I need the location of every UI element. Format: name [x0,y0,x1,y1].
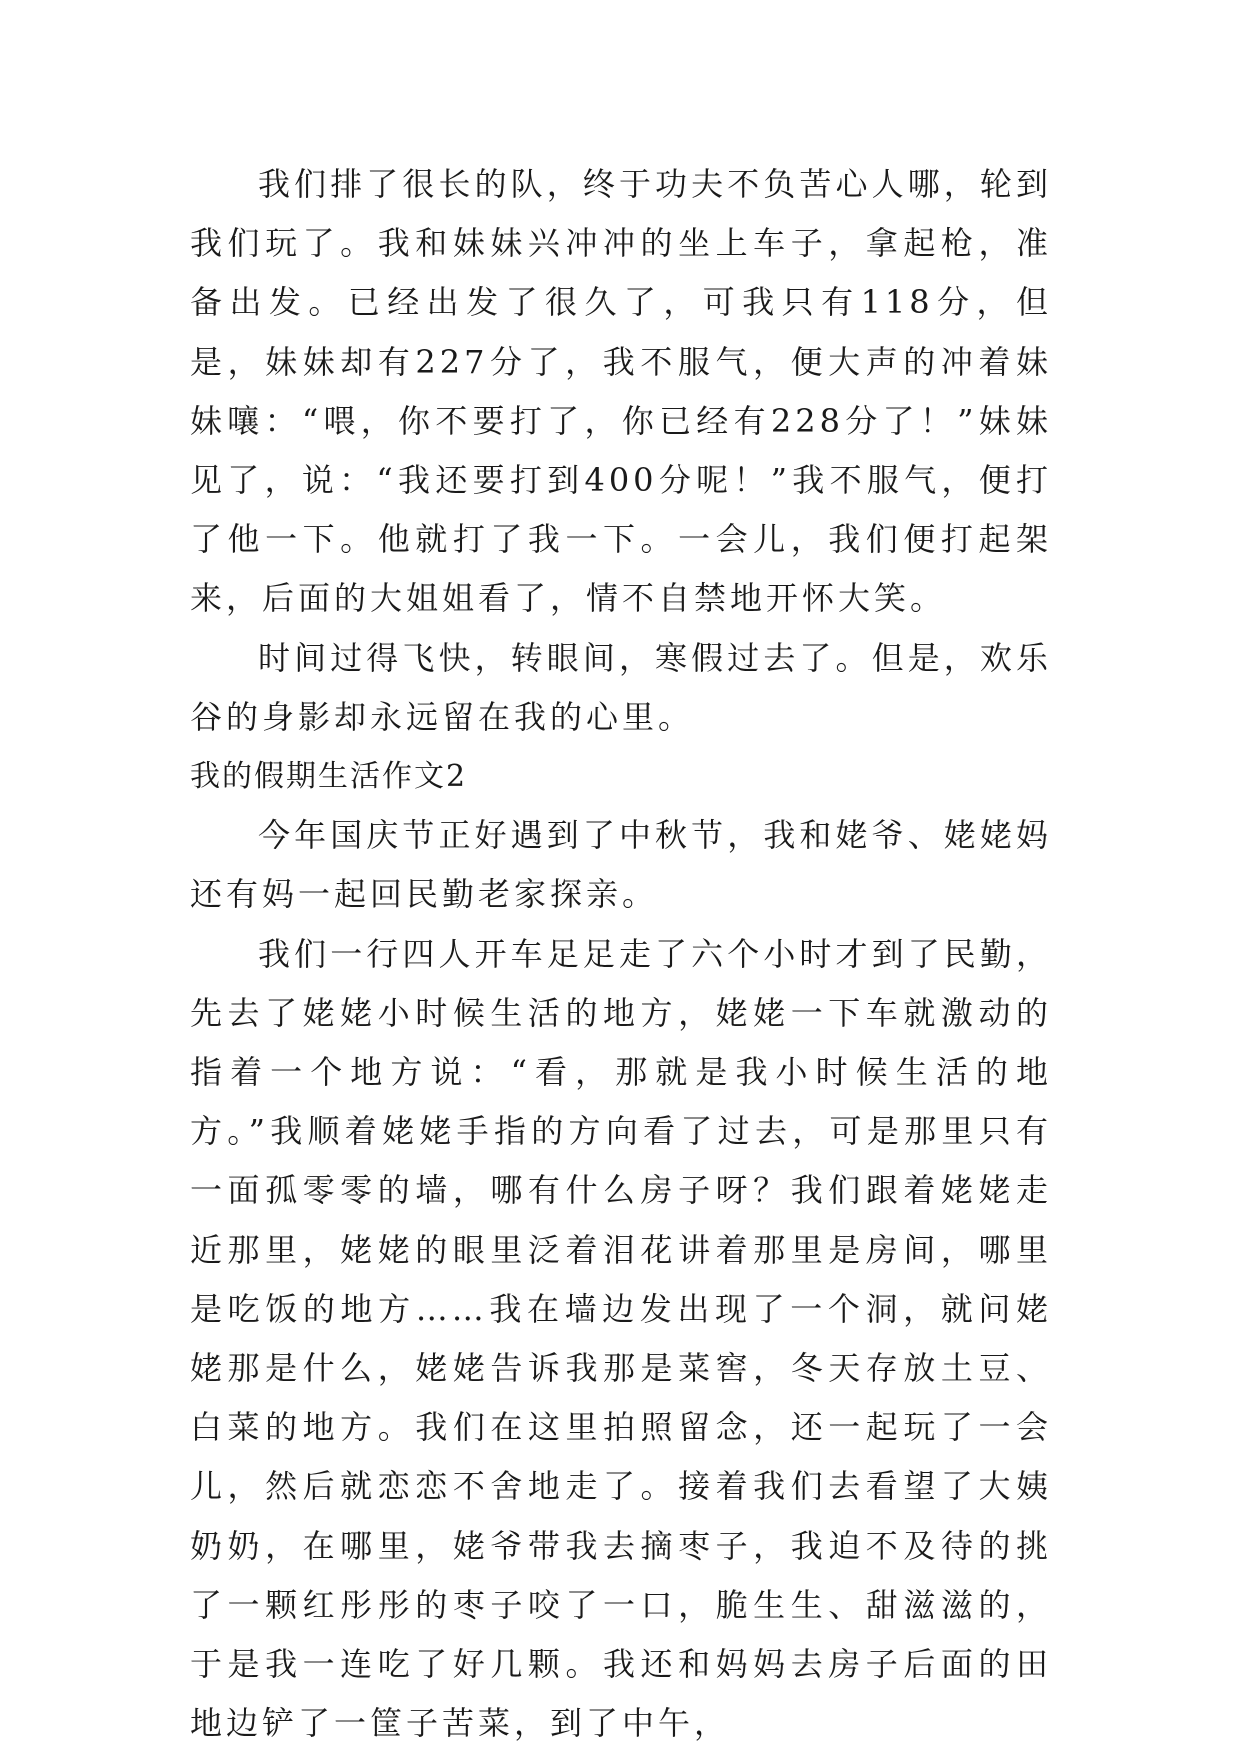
paragraph: 时间过得飞快，转眼间，寒假过去了。但是，欢乐谷的身影却永远留在我的心里。 [190,638,1052,736]
paragraph: 我们排了很长的队，终于功夫不负苦心人哪，轮到我们玩了。我和妹妹兴冲冲的坐上车子，拿起枪，准备出发。已经出发了很久了，可我只有118分，但是，妹妹却有227分了，我不服气，便大声的冲着妹妹嚷：“喂，你不要打了，你已经有228分了！”妹妹见了，说：“我还要打到400分呢！”我不服气，便打了他一下。他就打了我一下。一会儿，我们便打起架来，后面的大姐姐看了，情不自禁地开怀大笑。 [190,165,1052,618]
paragraph: 今年国庆节正好遇到了中秋节，我和姥爷、姥姥妈还有妈一起回民勤老家探亲。 [190,816,1052,914]
document-body [190,155,1052,1753]
paragraph: 我们一行四人开车足足走了六个小时才到了民勤，先去了姥姥小时候生活的地方，姥姥一下车就激动的指着一个地方说：“看，那就是我小时候生活的地方。”我顺着姥姥手指的方向看了过去，可是那里只有一面孤零零的墙，哪有什么房子呀？我们跟着姥姥走近那里，姥姥的眼里泛着泪花讲着那里是房间，哪里是吃饭的地方……我在墙边发出现了一个洞，就问姥姥那是什么，姥姥告诉我那是菜窖，冬天存放土豆、白菜的地方。我们在这里拍照留念，还一起玩了一会儿，然后就恋恋不舍地走了。接着我们去看望了大姨奶奶，在哪里，姥爷带我去摘枣子，我迫不及待的挑了一颗红彤彤的枣子咬了一口，脆生生、甜滋滋的，于是我一连吃了好几颗。我还和妈妈去房子后面的田地边铲了一筐子苦菜，到了中午， [190,934,1052,1743]
section-heading: 我的假期生活作文2 [190,759,468,795]
